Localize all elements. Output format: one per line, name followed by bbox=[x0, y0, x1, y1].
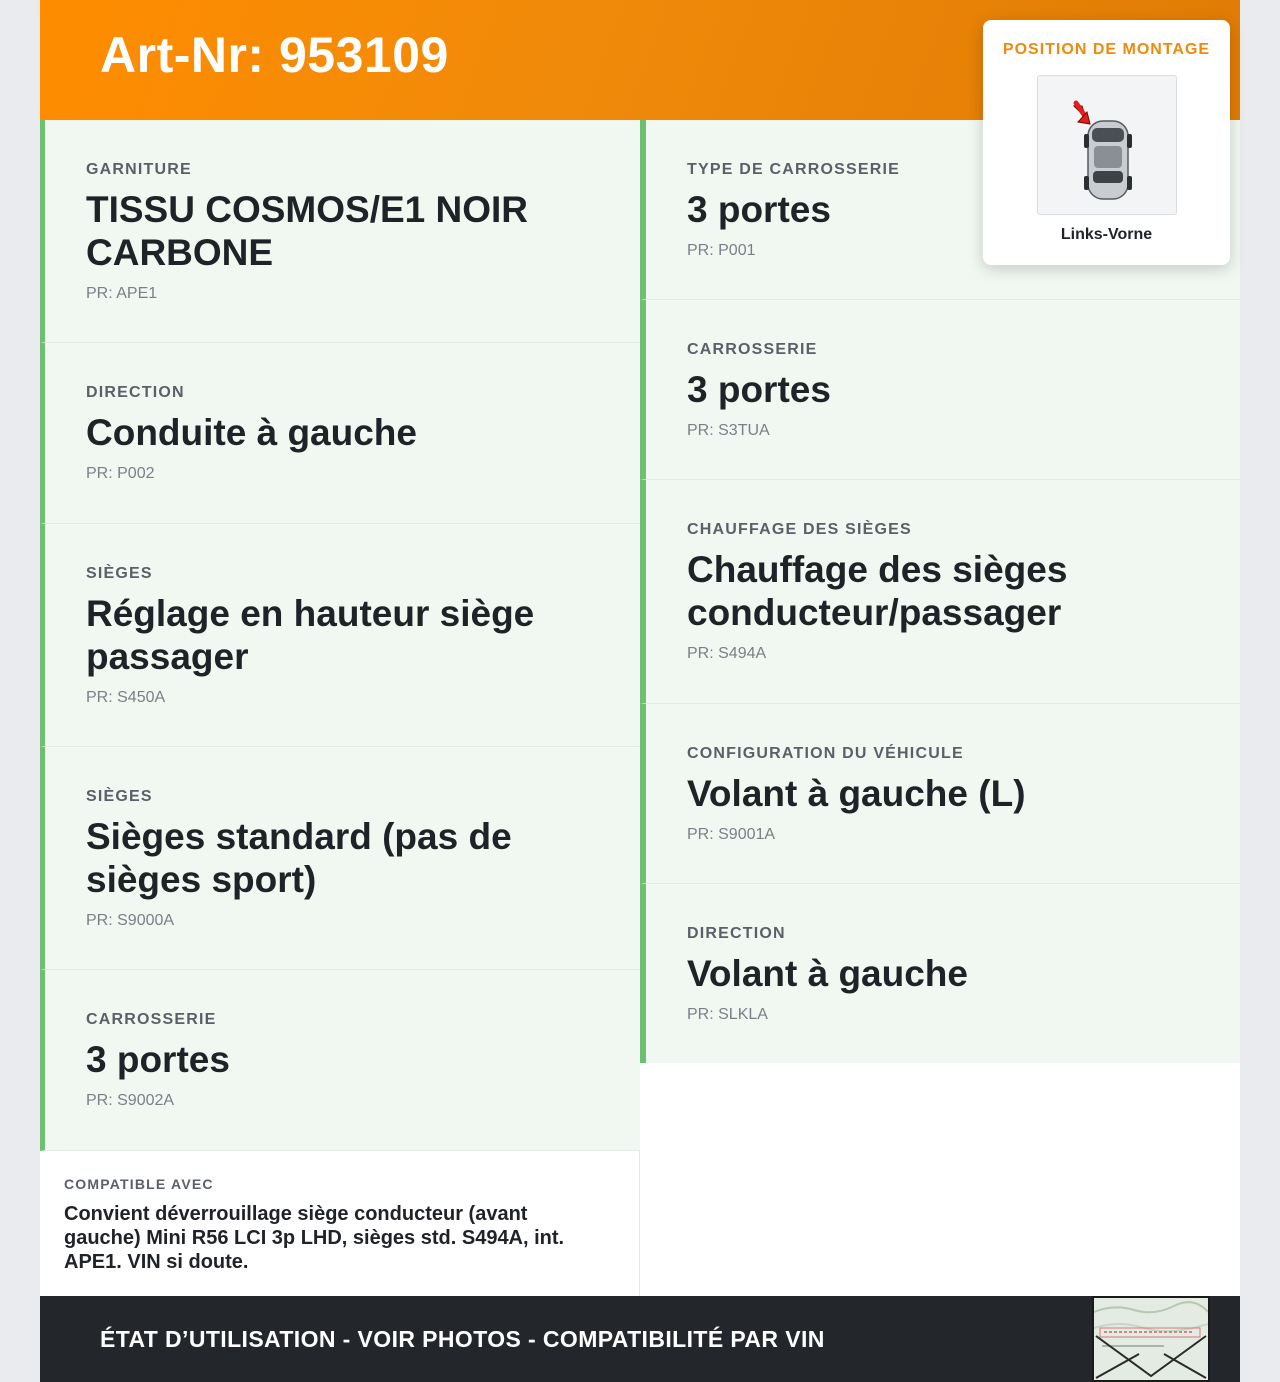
spec-card bbox=[40, 747, 640, 970]
spec-card bbox=[40, 343, 640, 524]
spec-value: Conduite à gauche bbox=[86, 412, 417, 453]
spec-label: DIRECTION bbox=[86, 384, 185, 401]
spec-card bbox=[640, 300, 1240, 480]
mount-position-title: POSITION DE MONTAGE bbox=[1002, 41, 1211, 58]
spec-code: PR: SLKLA bbox=[687, 1006, 768, 1023]
left-column bbox=[40, 120, 640, 1151]
spec-card bbox=[40, 970, 640, 1151]
spec-value: Sièges standard (pas de sièges sport) bbox=[86, 816, 512, 900]
spec-label: GARNITURE bbox=[86, 161, 192, 178]
spec-code: PR: S450A bbox=[86, 689, 166, 706]
spec-label: DIRECTION bbox=[687, 925, 786, 942]
spec-value: TISSU COSMOS/E1 NOIR CARBONE bbox=[86, 189, 529, 273]
spec-card bbox=[640, 884, 1240, 1063]
document-photo-icon bbox=[1094, 1298, 1208, 1380]
spec-label: SIÈGES bbox=[86, 565, 153, 582]
compatibility-label: COMPATIBLE AVEC bbox=[64, 1176, 214, 1192]
spec-label: TYPE DE CARROSSERIE bbox=[687, 161, 901, 178]
spec-code: PR: APE1 bbox=[86, 285, 158, 302]
spec-card bbox=[40, 120, 640, 343]
registration-document-thumbnail[interactable] bbox=[1092, 1296, 1210, 1382]
mount-position-caption: Links-Vorne bbox=[1060, 226, 1153, 243]
compatibility-text: Convient déverrouillage siège conducteur (avant gauche) Mini R56 LCI 3p LHD, sièges std. S494A, int. APE1. VIN si doute. bbox=[64, 1203, 565, 1273]
spec-label: CONFIGURATION DU VÉHICULE bbox=[687, 745, 964, 762]
spec-card bbox=[40, 524, 640, 747]
spec-code: PR: S9001A bbox=[687, 826, 776, 843]
spec-value: 3 portes bbox=[86, 1039, 230, 1080]
spec-code: PR: S9000A bbox=[86, 912, 175, 929]
spec-value: Volant à gauche bbox=[687, 953, 968, 994]
spec-value: 3 portes bbox=[687, 369, 831, 410]
spec-label: SIÈGES bbox=[86, 788, 153, 805]
spec-label: CHAUFFAGE DES SIÈGES bbox=[687, 521, 912, 538]
spec-code: PR: S3TUA bbox=[687, 422, 770, 439]
article-number-title: Art-Nr: 953109 bbox=[100, 27, 449, 83]
spec-value: Chauffage des sièges conducteur/passager bbox=[687, 549, 1068, 633]
footer-bar bbox=[40, 1296, 1240, 1382]
spec-code: PR: S494A bbox=[687, 645, 767, 662]
car-top-view-icon bbox=[1037, 75, 1177, 215]
spec-card bbox=[640, 704, 1240, 884]
spec-label: CARROSSERIE bbox=[687, 341, 818, 358]
spec-code: PR: P001 bbox=[687, 242, 756, 259]
footer-notice: ÉTAT D’UTILISATION - VOIR PHOTOS - COMPATIBILITÉ PAR VIN bbox=[100, 1326, 825, 1352]
spec-value: Volant à gauche (L) bbox=[687, 773, 1026, 814]
spec-card bbox=[640, 480, 1240, 704]
spec-value: 3 portes bbox=[687, 189, 831, 230]
compatibility-section bbox=[40, 1151, 640, 1296]
spec-label: CARROSSERIE bbox=[86, 1011, 217, 1028]
spec-code: PR: P002 bbox=[86, 465, 155, 482]
spec-value: Réglage en hauteur siège passager bbox=[86, 593, 535, 677]
mount-position-box bbox=[983, 20, 1230, 265]
spec-code: PR: S9002A bbox=[86, 1092, 175, 1109]
